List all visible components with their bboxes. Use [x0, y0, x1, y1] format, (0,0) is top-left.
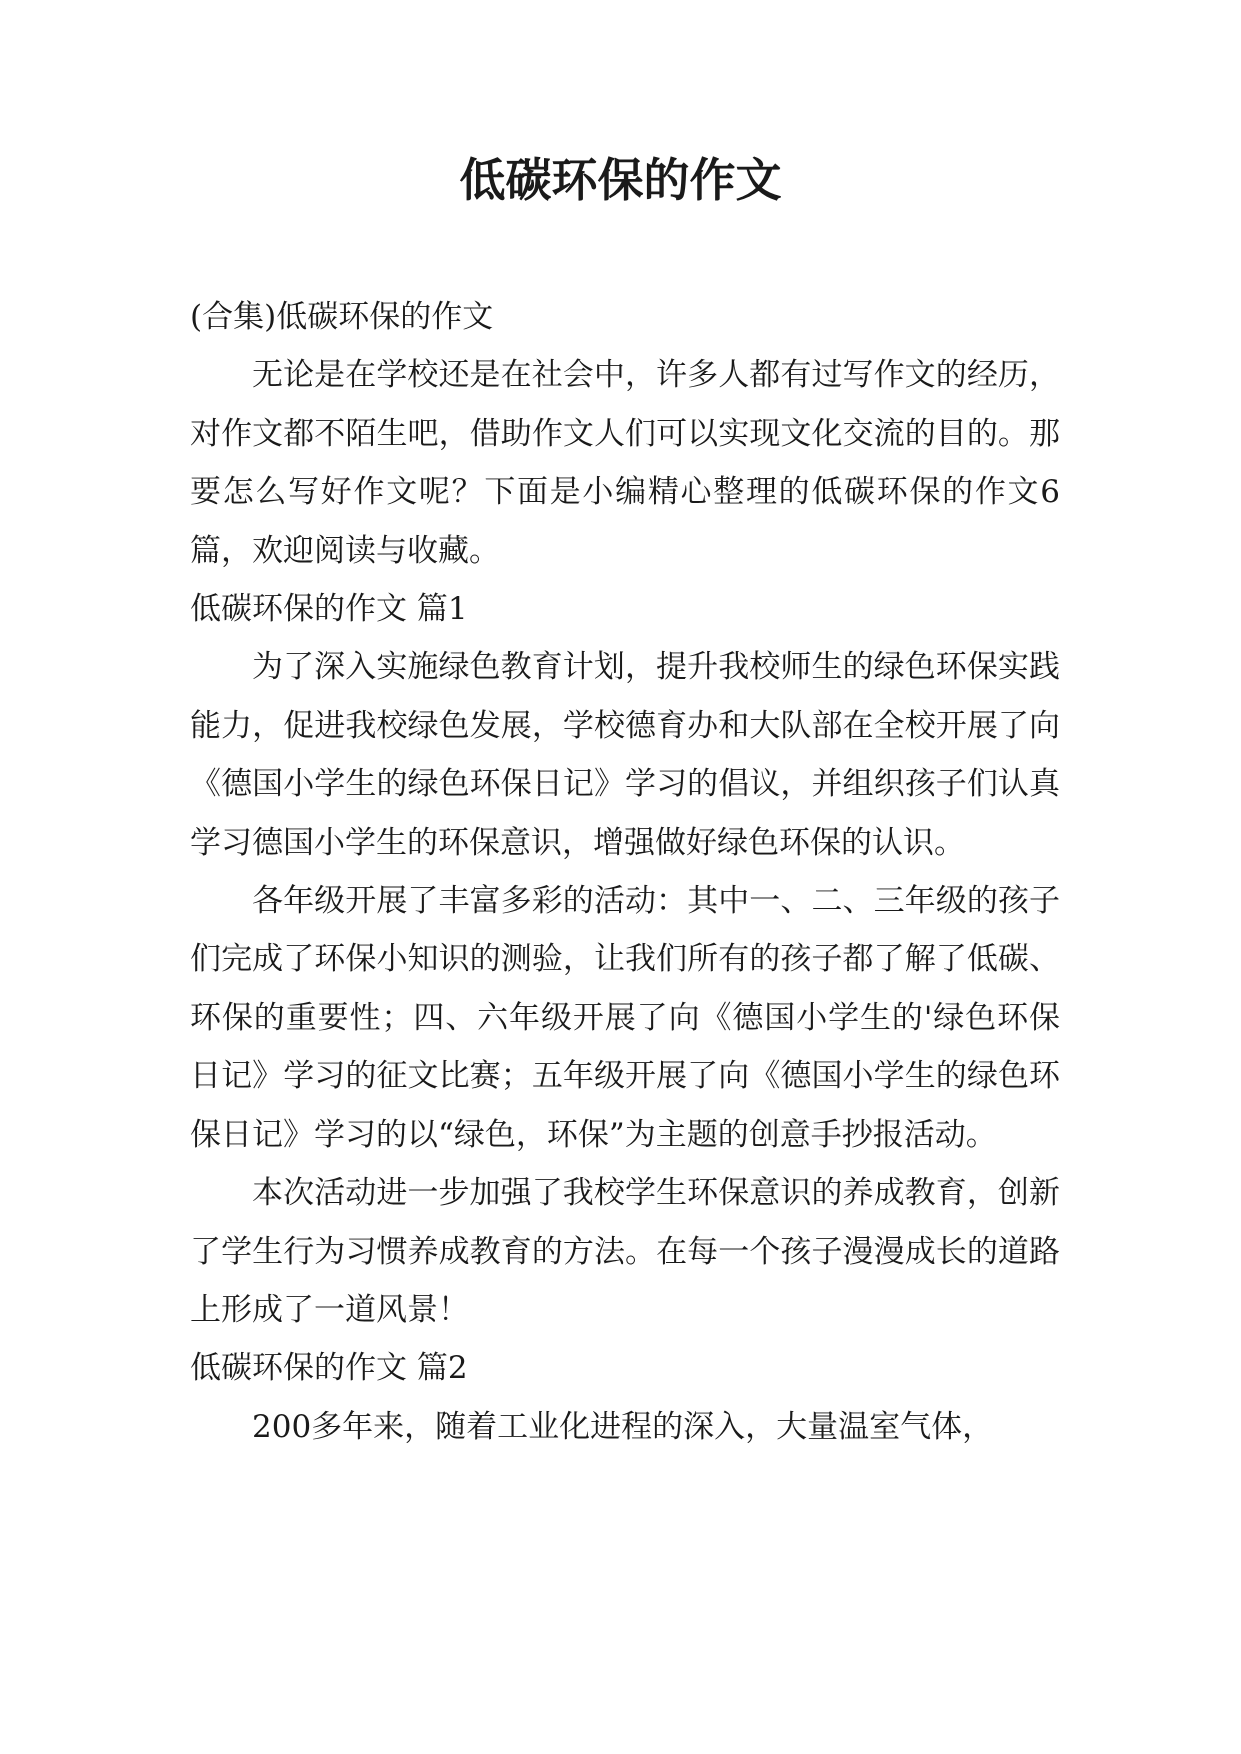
section-1-paragraph-3: 本次活动进一步加强了我校学生环保意识的养成教育，创新了学生行为习惯养成教育的方法。在每一个孩子漫漫成长的道路上形成了一道风景！ [190, 1175, 1060, 1328]
section-1-paragraph-2: 各年级开展了丰富多彩的活动：其中一、二、三年级的孩子们完成了环保小知识的测验，让我们所有的孩子都了解了低碳、环保的重要性；四、六年级开展了向《德国小学生的'绿色环保日记》学习的征文比赛；五年级开展了向《德国小学生的绿色环保日记》学习的以“绿色，环保”为主题的创意手抄报活动。 [190, 883, 1060, 1153]
intro-paragraph: 无论是在学校还是在社会中，许多人都有过写作文的经历，对作文都不陌生吧，借助作文人们可以实现文化交流的目的。那要怎么写好作文呢？下面是小编精心整理的低碳环保的作文6篇，欢迎阅读与收藏。 [190, 357, 1060, 569]
document-body [190, 288, 1060, 1456]
document-title: 低碳环保的作文 [459, 153, 782, 207]
collection-heading: (合集)低碳环保的作文 [190, 299, 494, 335]
section-heading-1: 低碳环保的作文 篇1 [190, 591, 468, 628]
section-heading-2: 低碳环保的作文 篇2 [190, 1350, 468, 1387]
section-2-paragraph-1: 200多年来，随着工业化进程的深入，大量温室气体， [252, 1408, 994, 1445]
section-1-paragraph-1: 为了深入实施绿色教育计划，提升我校师生的绿色环保实践能力，促进我校绿色发展，学校德育办和大队部在全校开展了向《德国小学生的绿色环保日记》学习的倡议，并组织孩子们认真学习德国小学生的环保意识，增强做好绿色环保的认识。 [190, 649, 1060, 861]
